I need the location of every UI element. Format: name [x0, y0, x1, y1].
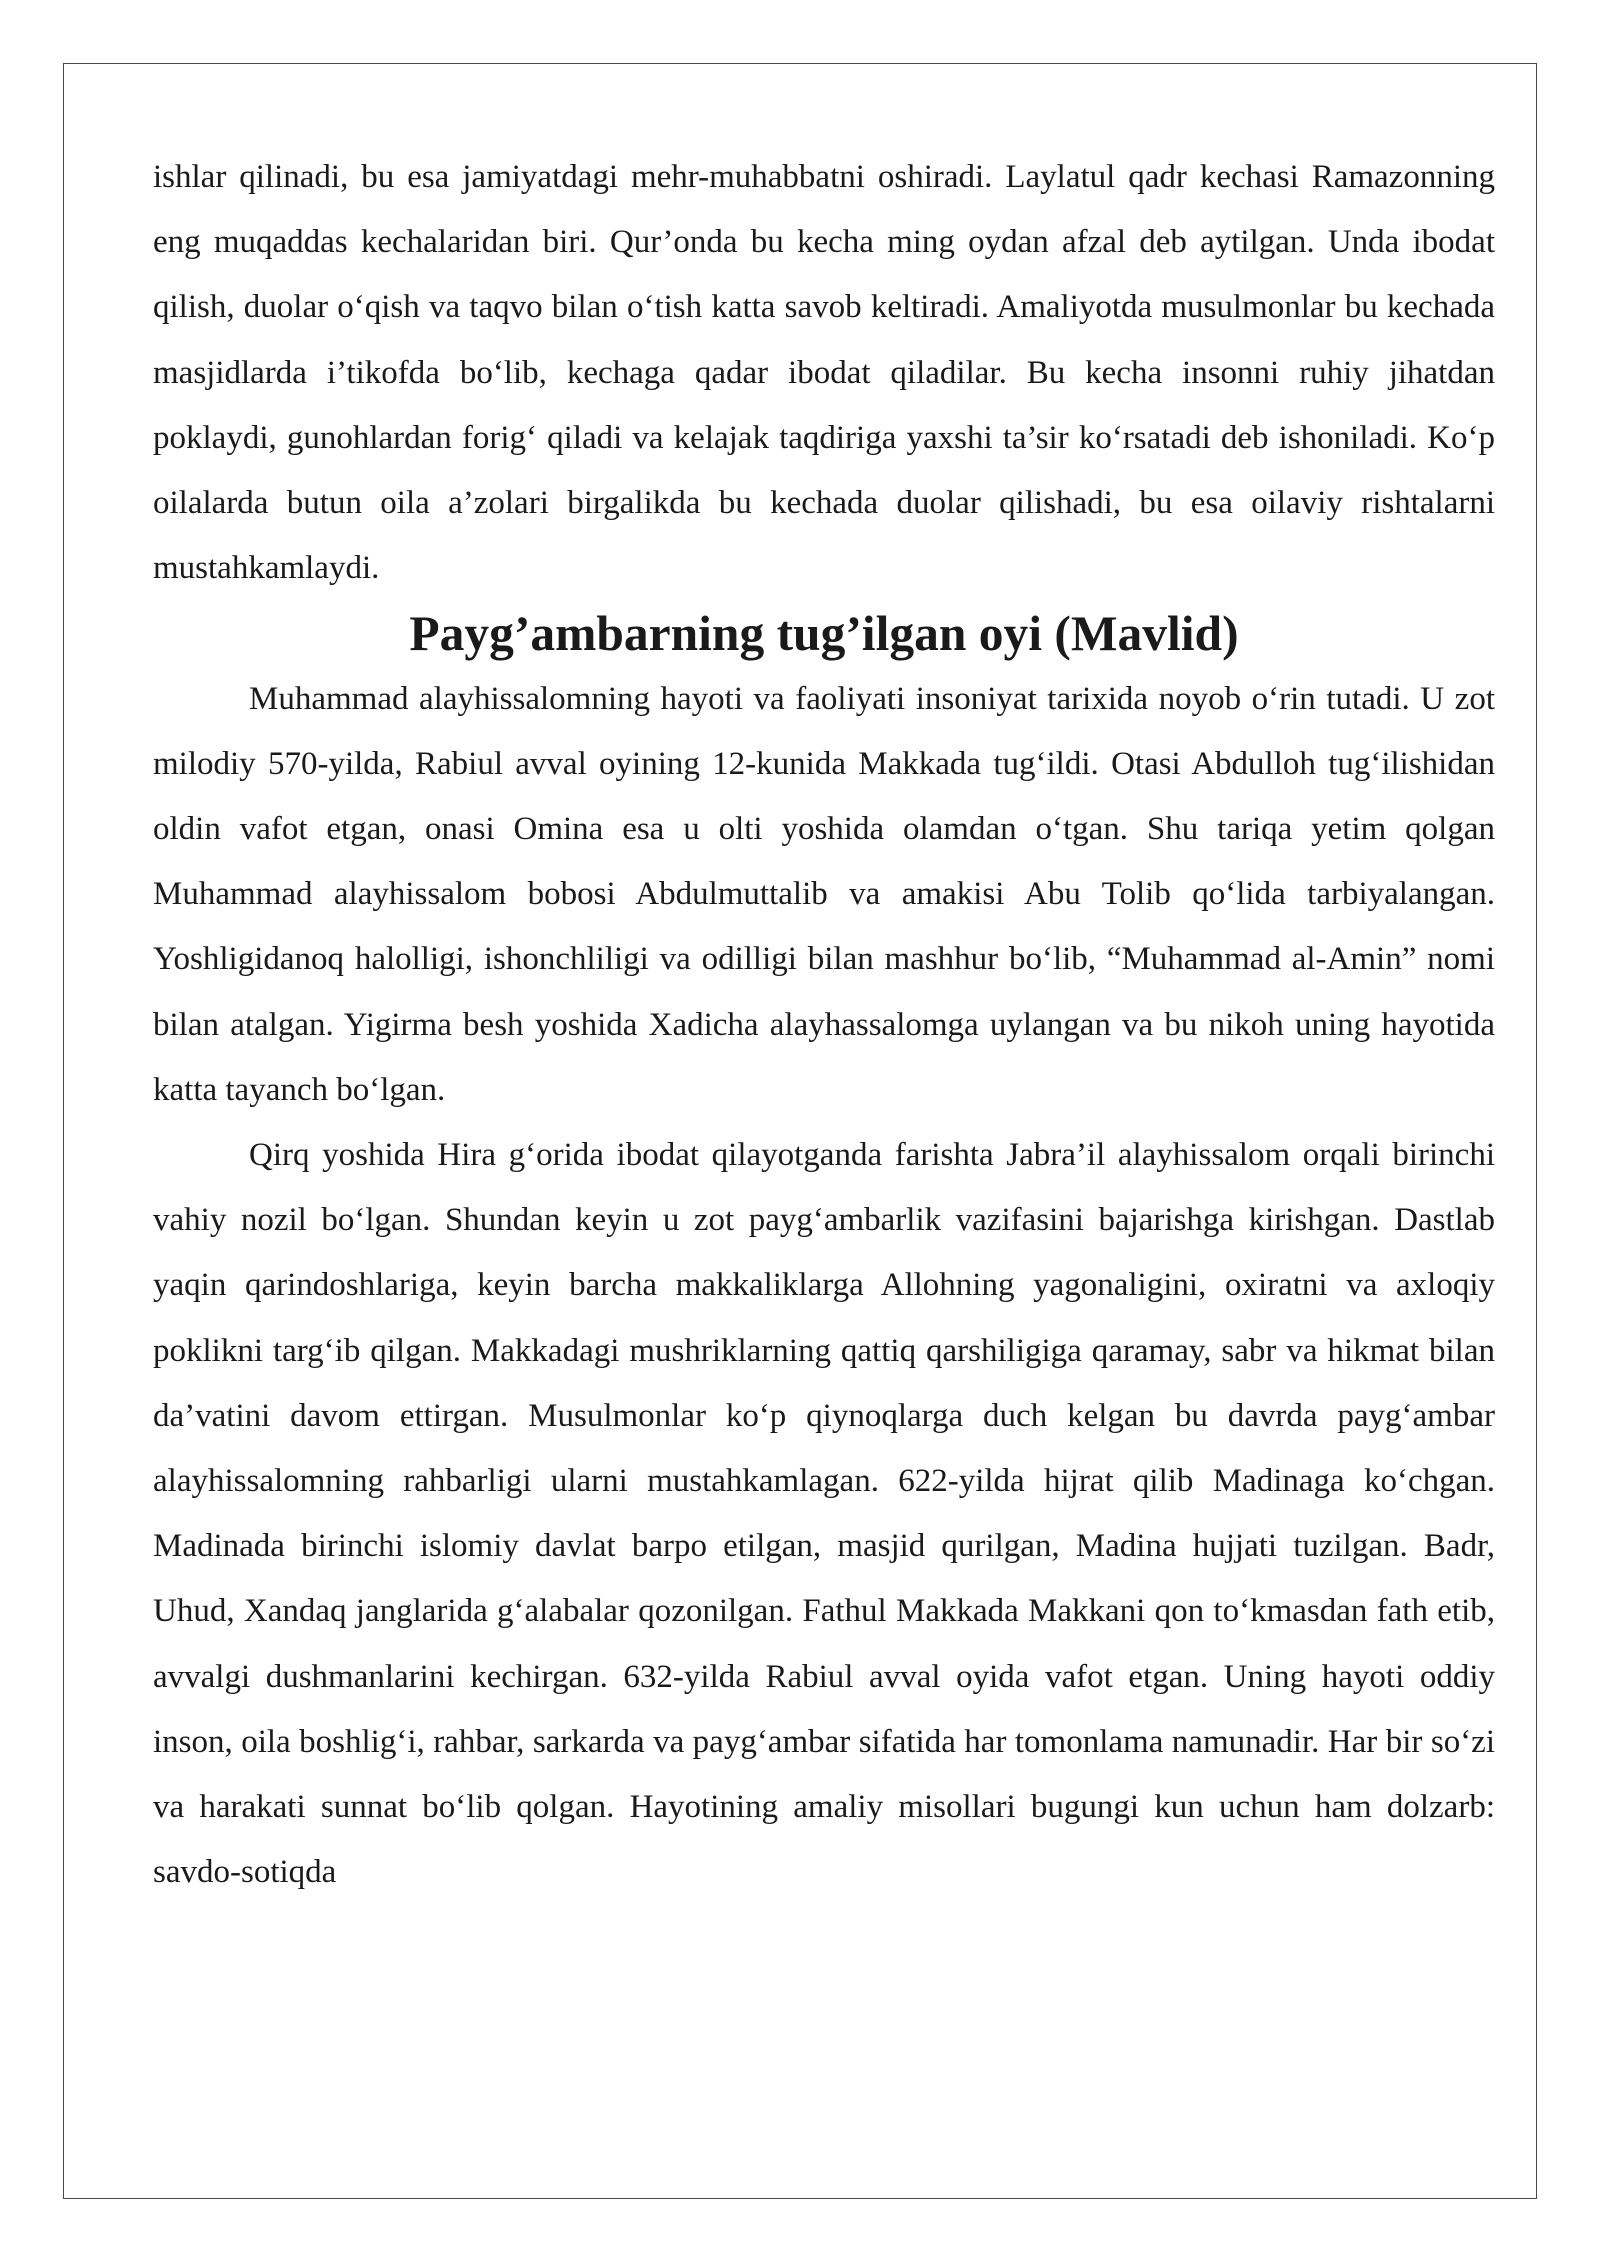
body-paragraph: Muhammad alayhissalomning hayoti va faoliyati insoniyat tarixida noyob o‘rin tutadi. U zot milodiy 570-yilda, Rabiul avval oyining 12-kunida Makkada tug‘ildi. Otasi Abdulloh tug‘ilishidan oldin vafot etgan, onasi Omina esa u olti yoshida olamdan o‘tgan. Shu tariqa yetim qolgan Muhammad alayhissalom bobosi Abdulmuttalib va amakisi Abu Tolib qo‘lida tarbiyalangan. Yoshligidanoq halolligi, ishonchliligi va odilligi bilan mashhur bo‘lib, “Muhammad al-Amin” nomi bilan atalgan. Yigirma besh yoshida Xadicha alayhassalomga uylangan va bu nikoh uning hayotida katta tayanch bo‘lgan.	[153, 680, 1495, 1108]
body-paragraph: ishlar qilinadi, bu esa jamiyatdagi mehr-muhabbatni oshiradi. Laylatul qadr kechasi Ramazonning eng muqaddas kechalaridan biri. Qur’onda bu kecha ming oydan afzal deb aytilgan. Unda ibodat qilish, duolar o‘qish va taqvo bilan o‘tish katta savob keltiradi. Amaliyotda musulmonlar bu kechada masjidlarda i’tikofda bo‘lib, kechaga qadar ibodat qiladilar. Bu kecha insonni ruhiy jihatdan poklaydi, gunohlardan forig‘ qiladi va kelajak taqdiriga yaxshi ta’sir ko‘rsatadi deb ishoniladi. Ko‘p oilalarda butun oila a’zolari birgalikda bu kechada duolar qilishadi, bu esa oilaviy rishtalarni mustahkamlaydi.	[153, 159, 1495, 587]
document-body	[153, 145, 1495, 1905]
section-heading: Payg’ambarning tug’ilgan oyi (Mavlid)	[409, 606, 1239, 662]
body-paragraph: Qirq yoshida Hira g‘orida ibodat qilayotganda farishta Jabra’il alayhissalom orqali birinchi vahiy nozil bo‘lgan. Shundan keyin u zot payg‘ambarlik vazifasini bajarishga kirishgan. Dastlab yaqin qarindoshlariga, keyin barcha makkaliklarga Allohning yagonaligini, oxiratni va axloqiy poklikni targ‘ib qilgan. Makkadagi mushriklarning qattiq qarshiligiga qaramay, sabr va hikmat bilan da’vatini davom ettirgan. Musulmonlar ko‘p qiynoqlarga duch kelgan bu davrda payg‘ambar alayhissalomning rahbarligi ularni mustahkamlagan. 622-yilda hijrat qilib Madinaga ko‘chgan. Madinada birinchi islomiy davlat barpo etilgan, masjid qurilgan, Madina hujjati tuzilgan. Badr, Uhud, Xandaq janglarida g‘alabalar qozonilgan. Fathul Makkada Makkani qon to‘kmasdan fath etib, avvalgi dushmanlarini kechirgan. 632-yilda Rabiul avval oyida vafot etgan. Uning hayoti oddiy inson, oila boshlig‘i, rahbar, sarkarda va payg‘ambar sifatida har tomonlama namunadir. Har bir so‘zi va harakati sunnat bo‘lib qolgan. Hayotining amaliy misollari bugungi kun uchun ham dolzarb: savdo-sotiqda	[153, 1137, 1495, 1891]
